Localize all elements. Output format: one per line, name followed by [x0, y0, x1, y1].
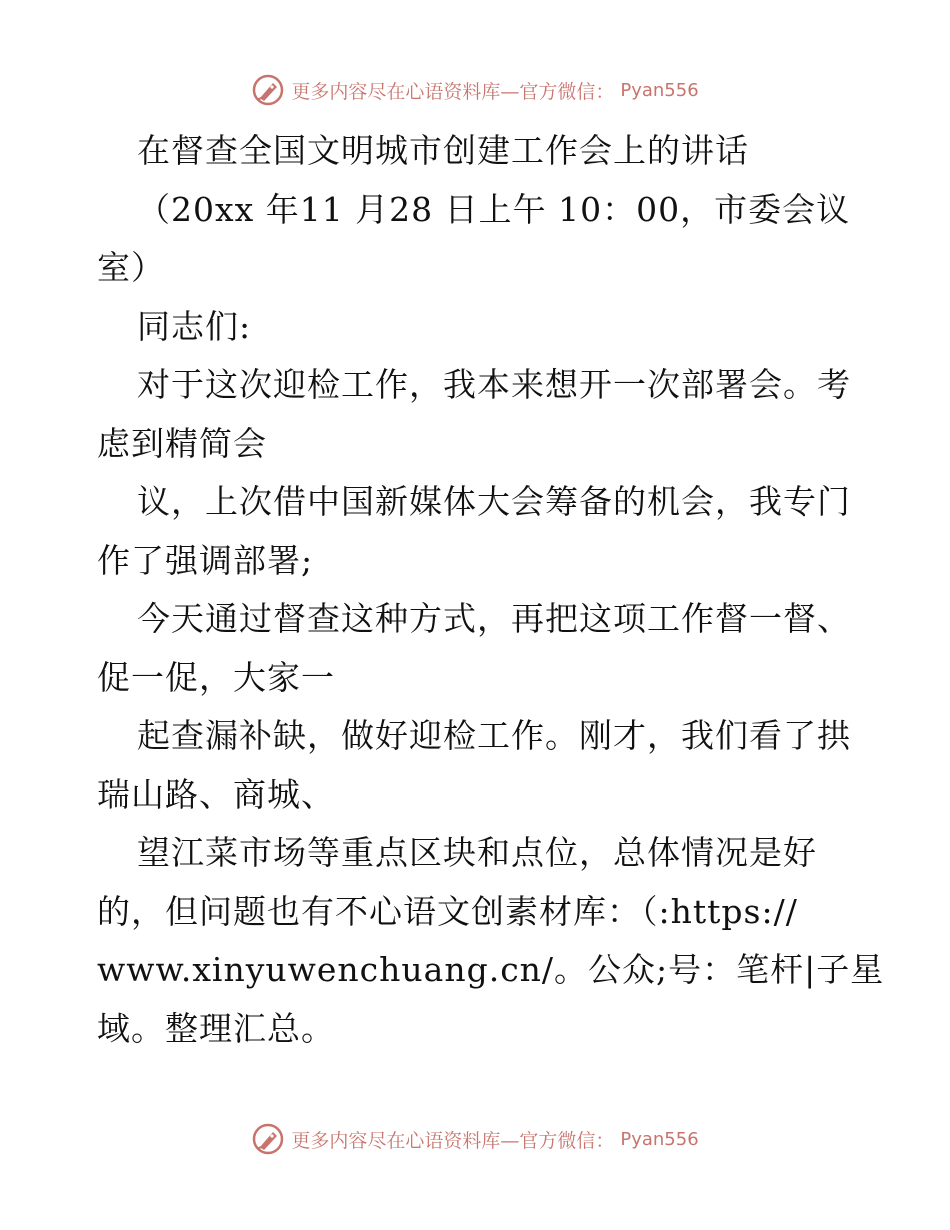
- body-line: 的，但问题也有不心语文创素材库：（:https://: [97, 891, 798, 931]
- body-line: 瑞山路、商城、: [97, 774, 335, 814]
- watermark-contact: Pyan556: [620, 79, 699, 101]
- body-line: 今天通过督查这种方式，再把这项工作督一督、: [137, 599, 851, 638]
- watermark-text: 更多内容尽在心语资料库—官方微信：: [291, 1129, 615, 1152]
- document-title: 在督查全国文明城市创建工作会上的讲话: [137, 131, 749, 170]
- body-line: 起查漏补缺，做好迎检工作。刚才，我们看了拱: [137, 716, 851, 755]
- body-line: 促一促，大家一: [97, 657, 335, 697]
- salutation: 同志们:: [137, 306, 252, 346]
- document-subtitle-line: （20xx 年11 月28 日上午 10：00，市委会议: [137, 189, 851, 229]
- body-line: 虑到精简会: [97, 423, 267, 463]
- body-line: 对于这次迎检工作，我本来想开一次部署会。考: [137, 365, 851, 404]
- document-body: [97, 122, 885, 1058]
- body-line: www.xinyuwenchuang.cn/。公众;号：笔杆|子星: [97, 950, 885, 989]
- pen-nib-seal-icon: [251, 1122, 285, 1156]
- body-line: 域。整理汇总。: [97, 1008, 335, 1048]
- body-line: 作了强调部署;: [97, 540, 314, 580]
- body-line: 议，上次借中国新媒体大会筹备的机会，我专门: [137, 482, 851, 521]
- pen-nib-seal-icon: [251, 73, 285, 107]
- footer-watermark: [0, 1119, 950, 1159]
- watermark-text: 更多内容尽在心语资料库—官方微信：: [291, 80, 615, 103]
- document-subtitle-line: 室）: [97, 248, 165, 287]
- watermark-contact: Pyan556: [620, 1128, 699, 1150]
- body-line: 望江菜市场等重点区块和点位，总体情况是好: [137, 833, 817, 872]
- header-watermark: [0, 70, 950, 110]
